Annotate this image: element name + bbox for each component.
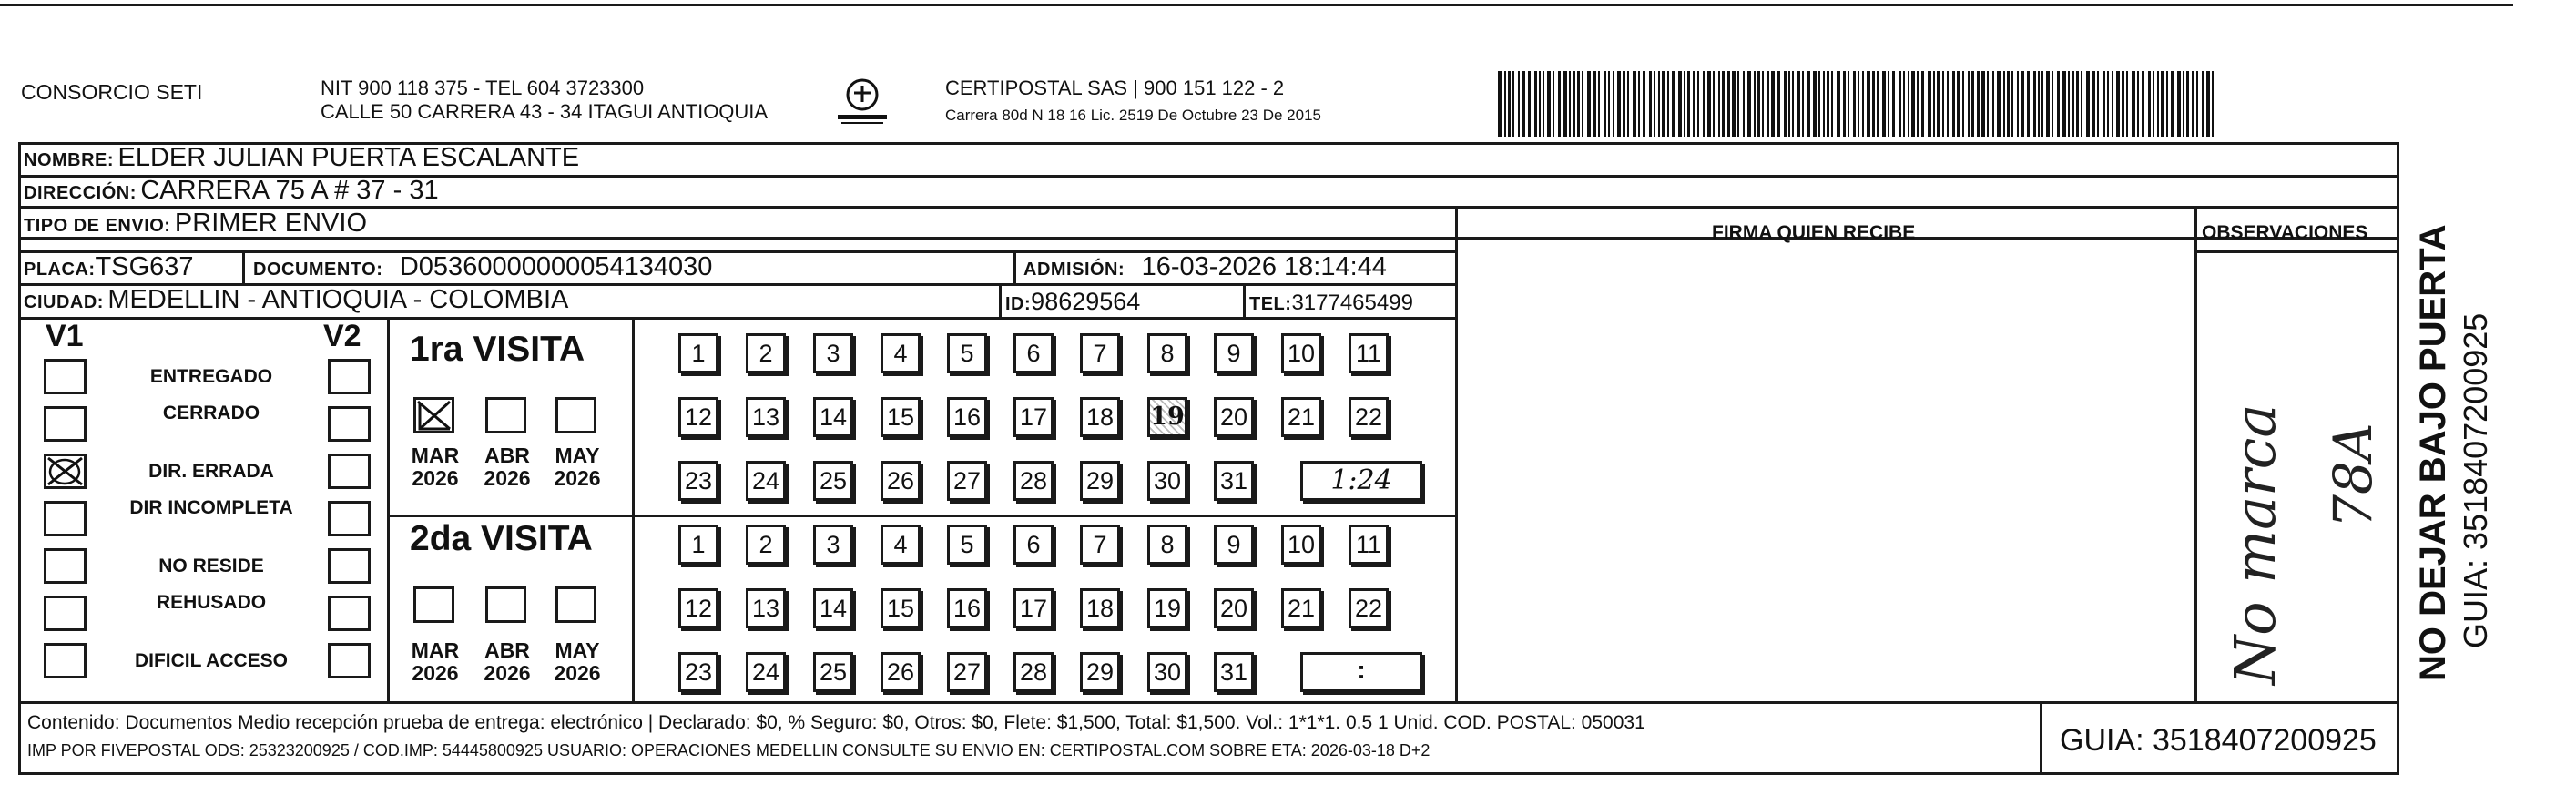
tel-row xyxy=(1249,290,1413,320)
documento-label: DOCUMENTO: xyxy=(253,260,383,280)
day-box[interactable]: 4 xyxy=(881,525,921,565)
status-label: DIFICIL ACCESO xyxy=(134,650,288,671)
status-label: ENTREGADO xyxy=(149,366,273,387)
id-value: 98629564 xyxy=(1031,288,1141,315)
ciudad-row xyxy=(24,286,568,318)
day-box[interactable]: 23 xyxy=(678,461,718,501)
day-box[interactable]: 26 xyxy=(881,461,921,501)
day-box[interactable]: 26 xyxy=(881,652,921,692)
visit2-time-placeholder: : xyxy=(1357,656,1366,684)
tel-value: 3177465499 xyxy=(1291,291,1413,315)
license-line: Carrera 80d N 18 16 Lic. 2519 De Octubre 23 De 2015 xyxy=(945,107,1321,124)
direccion-label: DIRECCIÓN: xyxy=(24,183,137,203)
day-box[interactable]: 29 xyxy=(1080,652,1120,692)
side-no-dejar: NO DEJAR BAJO PUERTA xyxy=(2413,224,2453,681)
day-box[interactable]: 20 xyxy=(1214,588,1254,628)
month-checkbox[interactable] xyxy=(413,586,454,623)
month-label: ABR 2026 xyxy=(484,638,531,685)
day-box[interactable]: 9 xyxy=(1214,333,1254,373)
day-box[interactable]: 2 xyxy=(746,525,786,565)
day-box[interactable]: 25 xyxy=(813,461,853,501)
admision-label: ADMISIÓN: xyxy=(1023,260,1125,280)
visit-sep xyxy=(387,515,1457,517)
day-box[interactable]: 9 xyxy=(1214,525,1254,565)
day-box[interactable]: 21 xyxy=(1281,397,1321,437)
day-box[interactable]: 30 xyxy=(1147,461,1187,501)
day-box[interactable]: 5 xyxy=(947,525,987,565)
nombre-value: ELDER JULIAN PUERTA ESCALANTE xyxy=(117,143,580,172)
tipo-row xyxy=(24,209,367,241)
v1-checkbox[interactable] xyxy=(44,454,87,489)
day-box[interactable]: 23 xyxy=(678,652,718,692)
day-box[interactable]: 24 xyxy=(746,461,786,501)
day-box[interactable]: 6 xyxy=(1013,525,1054,565)
months-col-right xyxy=(632,317,635,701)
status-label: DIR. ERRADA xyxy=(148,461,274,482)
v2-checkbox[interactable] xyxy=(328,643,371,678)
day-box[interactable]: 7 xyxy=(1080,333,1120,373)
id-sep xyxy=(999,283,1002,317)
v1-checkbox[interactable] xyxy=(44,548,87,584)
day-box[interactable]: 2 xyxy=(746,333,786,373)
day-box[interactable]: 6 xyxy=(1013,333,1054,373)
placa-value: TSG637 xyxy=(95,252,194,281)
tipo-value: PRIMER ENVIO xyxy=(174,209,368,238)
day-box[interactable]: 3 xyxy=(813,333,853,373)
day-box[interactable]: 11 xyxy=(1349,525,1389,565)
status-label: DIR INCOMPLETA xyxy=(129,497,293,518)
nombre-label: NOMBRE: xyxy=(24,150,115,170)
admision-value: 16-03-2026 18:14:44 xyxy=(1141,252,1387,281)
day-box[interactable]: 17 xyxy=(1013,397,1054,437)
direccion-row xyxy=(24,177,439,209)
day-box[interactable]: 13 xyxy=(746,588,786,628)
certipostal-logo-icon xyxy=(830,76,894,127)
nombre-row xyxy=(24,144,579,176)
footer-imp: IMP POR FIVEPOSTAL ODS: 25323200925 / COD.IMP: 54445800925 USUARIO: OPERACIONES MEDELLIN CONSULTE SU ENVIO EN: CERTIPOSTAL.COM SOBRE ETA: 2026-03-18 D+2 xyxy=(27,741,1431,760)
company-name: CONSORCIO SETI xyxy=(21,80,203,104)
visit1-time-handwritten: 1:24 xyxy=(1330,464,1392,496)
day-box[interactable]: 12 xyxy=(678,588,718,628)
v2-checkbox[interactable] xyxy=(328,548,371,584)
status-label: REHUSADO xyxy=(156,592,267,613)
status-col-right xyxy=(387,317,390,701)
day-box[interactable]: 10 xyxy=(1281,333,1321,373)
documento-row xyxy=(253,253,712,285)
day-box[interactable]: 25 xyxy=(813,652,853,692)
day-box[interactable]: 22 xyxy=(1349,588,1389,628)
tel-sep xyxy=(1243,283,1246,317)
day-box[interactable]: 4 xyxy=(881,333,921,373)
guia-sep xyxy=(2040,701,2042,774)
obs-sep xyxy=(2196,250,2399,253)
day-box[interactable]: 24 xyxy=(746,652,786,692)
v2-checkbox[interactable] xyxy=(328,596,371,631)
day-box[interactable]: 17 xyxy=(1013,588,1054,628)
footer-contenido: Contenido: Documentos Medio recepción prueba de entrega: electrónico | Declarado: $0, % Seguro: $0, Otros: $0, Flete: $1,500, Total: $1,500. Vol.: 1*1*1. 0.5 1 Unid. COD. POSTAL: 050031 xyxy=(27,712,1645,733)
day-box[interactable]: 18 xyxy=(1080,397,1120,437)
day-box[interactable]: 28 xyxy=(1013,652,1054,692)
day-box[interactable]: 8 xyxy=(1147,333,1187,373)
day-box[interactable]: 29 xyxy=(1080,461,1120,501)
v1-checkbox[interactable] xyxy=(44,596,87,631)
day-box[interactable]: 20 xyxy=(1214,397,1254,437)
observaciones-header: OBSERVACIONES xyxy=(2202,222,2368,243)
v2-checkbox[interactable] xyxy=(328,406,371,442)
visit2-title: 2da VISITA xyxy=(410,519,593,558)
v1-checkbox[interactable] xyxy=(44,406,87,442)
placa-row xyxy=(24,253,194,285)
day-box[interactable]: 8 xyxy=(1147,525,1187,565)
day-box[interactable]: 27 xyxy=(947,461,987,501)
v2-header: V2 xyxy=(323,319,361,353)
day-box[interactable]: 14 xyxy=(813,397,853,437)
v1-checkbox[interactable] xyxy=(44,643,87,678)
tel-label: TEL: xyxy=(1249,294,1292,314)
day-box[interactable]: 15 xyxy=(881,397,921,437)
day-box[interactable]: 22 xyxy=(1349,397,1389,437)
day-box[interactable]: 21 xyxy=(1281,588,1321,628)
ciudad-value: MEDELLIN - ANTIOQUIA - COLOMBIA xyxy=(107,285,569,314)
day-box[interactable]: 13 xyxy=(746,397,786,437)
placa-sep xyxy=(242,250,245,284)
obs-handwritten-2: 78A xyxy=(2322,423,2384,528)
day-box[interactable]: 19 xyxy=(1147,588,1187,628)
footer-guia: GUIA: 3518407200925 xyxy=(2060,723,2377,758)
row-sep-3 xyxy=(18,237,2399,240)
admision-sep xyxy=(1013,250,1016,284)
month-checkbox[interactable] xyxy=(485,586,526,623)
day-box[interactable]: 27 xyxy=(947,652,987,692)
ciudad-label: CIUDAD: xyxy=(24,292,104,312)
month-label: MAR 2026 xyxy=(411,638,460,685)
day-box[interactable]: 15 xyxy=(881,588,921,628)
day-box[interactable]: 28 xyxy=(1013,461,1054,501)
barcode-icon xyxy=(1496,71,2225,137)
v1-checkbox[interactable] xyxy=(44,359,87,394)
day-box[interactable]: 14 xyxy=(813,588,853,628)
month-label: ABR 2026 xyxy=(484,443,531,490)
day-box[interactable]: 31 xyxy=(1214,461,1254,501)
day-box[interactable]: 30 xyxy=(1147,652,1187,692)
obs-handwritten-1: No marca xyxy=(2222,403,2288,685)
v1-checkbox[interactable] xyxy=(44,501,87,536)
direccion-value: CARRERA 75 A # 37 - 31 xyxy=(140,176,439,205)
day-box[interactable]: 16 xyxy=(947,397,987,437)
day-box[interactable]: 3 xyxy=(813,525,853,565)
v2-checkbox[interactable] xyxy=(328,501,371,536)
status-label: NO RESIDE xyxy=(158,556,264,576)
day-box[interactable]: 10 xyxy=(1281,525,1321,565)
nit-line: NIT 900 118 375 - TEL 604 3723300 xyxy=(321,76,645,99)
month-checkbox[interactable] xyxy=(555,397,596,433)
v2-checkbox[interactable] xyxy=(328,454,371,489)
day-box[interactable]: 1 xyxy=(678,333,718,373)
day-box[interactable]: 1 xyxy=(678,525,718,565)
v2-checkbox[interactable] xyxy=(328,359,371,394)
courier-line: CERTIPOSTAL SAS | 900 151 122 - 2 xyxy=(945,76,1285,99)
month-checkbox[interactable] xyxy=(555,586,596,623)
day-box[interactable]: 31 xyxy=(1214,652,1254,692)
tipo-label: TIPO DE ENVIO: xyxy=(24,216,171,236)
month-label: MAY 2026 xyxy=(554,638,601,685)
month-checkbox[interactable] xyxy=(413,397,454,433)
month-label: MAY 2026 xyxy=(554,443,601,490)
month-checkbox[interactable] xyxy=(485,397,526,433)
day-box[interactable]: 7 xyxy=(1080,525,1120,565)
address-line: CALLE 50 CARRERA 43 - 34 ITAGUI ANTIOQUIA xyxy=(321,100,769,123)
day-box[interactable]: 19 xyxy=(1147,397,1187,437)
day-box[interactable]: 18 xyxy=(1080,588,1120,628)
v1-header: V1 xyxy=(46,319,84,353)
id-row xyxy=(1005,288,1140,320)
admision-row xyxy=(1023,253,1387,285)
documento-value: D05360000000054134030 xyxy=(399,252,713,281)
top-border xyxy=(0,4,2513,6)
firma-col-left xyxy=(1455,206,1458,703)
month-label: MAR 2026 xyxy=(411,443,460,490)
day-box[interactable]: 5 xyxy=(947,333,987,373)
firma-header: FIRMA QUIEN RECIBE xyxy=(1712,222,1916,243)
visit1-title: 1ra VISITA xyxy=(410,330,585,369)
day-box[interactable]: 11 xyxy=(1349,333,1389,373)
day-box[interactable]: 12 xyxy=(678,397,718,437)
placa-label: PLACA: xyxy=(24,260,96,280)
side-guia: GUIA: 3518407200925 xyxy=(2457,312,2494,648)
day-box[interactable]: 16 xyxy=(947,588,987,628)
obs-col-left xyxy=(2194,206,2197,703)
id-label: ID: xyxy=(1005,294,1032,314)
status-label: CERRADO xyxy=(162,403,260,423)
